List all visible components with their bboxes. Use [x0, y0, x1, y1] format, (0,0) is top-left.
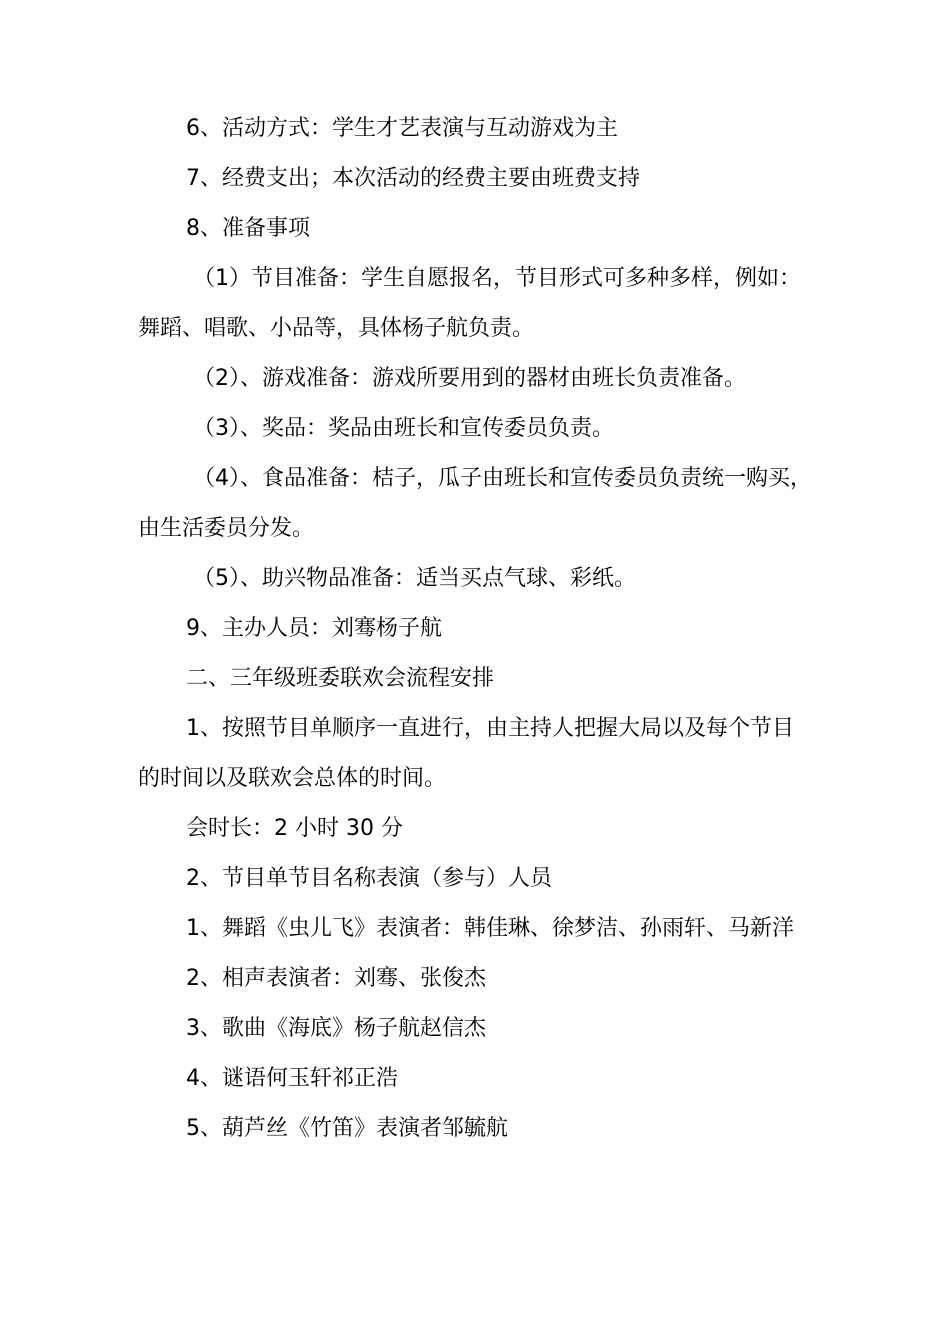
section-heading-party-schedule: 二、三年级班委联欢会流程安排 — [186, 666, 495, 691]
paragraph-program-preparation: （1）节目准备：学生自愿报名，节目形式可多种多样，例如：舞蹈、唱歌、小品等，具体杨子航负责。 — [138, 266, 801, 341]
paragraph-program-list-heading: 2、节目单节目名称表演（参与）人员 — [186, 866, 552, 891]
paragraph-decoration-preparation: （5）、助兴物品准备：适当买点气球、彩纸。 — [193, 566, 636, 591]
paragraph-activity-method: 6、活动方式：学生才艺表演与互动游戏为主 — [186, 116, 618, 141]
program-item-riddles: 4、谜语何玉轩祁正浩 — [186, 1066, 398, 1091]
program-item-crosstalk: 2、相声表演者：刘骞、张俊杰 — [186, 966, 486, 991]
document-body — [138, 104, 814, 1154]
paragraph-prizes: （3）、奖品：奖品由班长和宣传委员负责。 — [193, 416, 614, 441]
paragraph-organizers: 9、主办人员：刘骞杨子航 — [186, 616, 442, 641]
program-item-song: 3、歌曲《海底》杨子航赵信杰 — [186, 1016, 486, 1041]
paragraph-game-preparation: （2）、游戏准备：游戏所要用到的器材由班长负责准备。 — [193, 366, 746, 391]
paragraph-preparations-heading: 8、准备事项 — [186, 216, 310, 241]
paragraph-program-order: 1、按照节目单顺序一直进行，由主持人把握大局以及每个节目的时间以及联欢会总体的时间。 — [138, 716, 794, 791]
paragraph-food-preparation: （4）、食品准备：桔子，瓜子由班长和宣传委员负责统一购买，由生活委员分发。 — [138, 466, 812, 541]
paragraph-expenses: 7、经费支出；本次活动的经费主要由班费支持 — [186, 166, 640, 191]
program-item-dance: 1、舞蹈《虫儿飞》表演者：韩佳琳、徐梦洁、孙雨轩、马新洋 — [186, 916, 794, 941]
program-item-hulusi: 5、葫芦丝《竹笛》表演者邹毓航 — [186, 1116, 508, 1141]
paragraph-duration: 会时长：2 小时 30 分 — [186, 816, 403, 841]
